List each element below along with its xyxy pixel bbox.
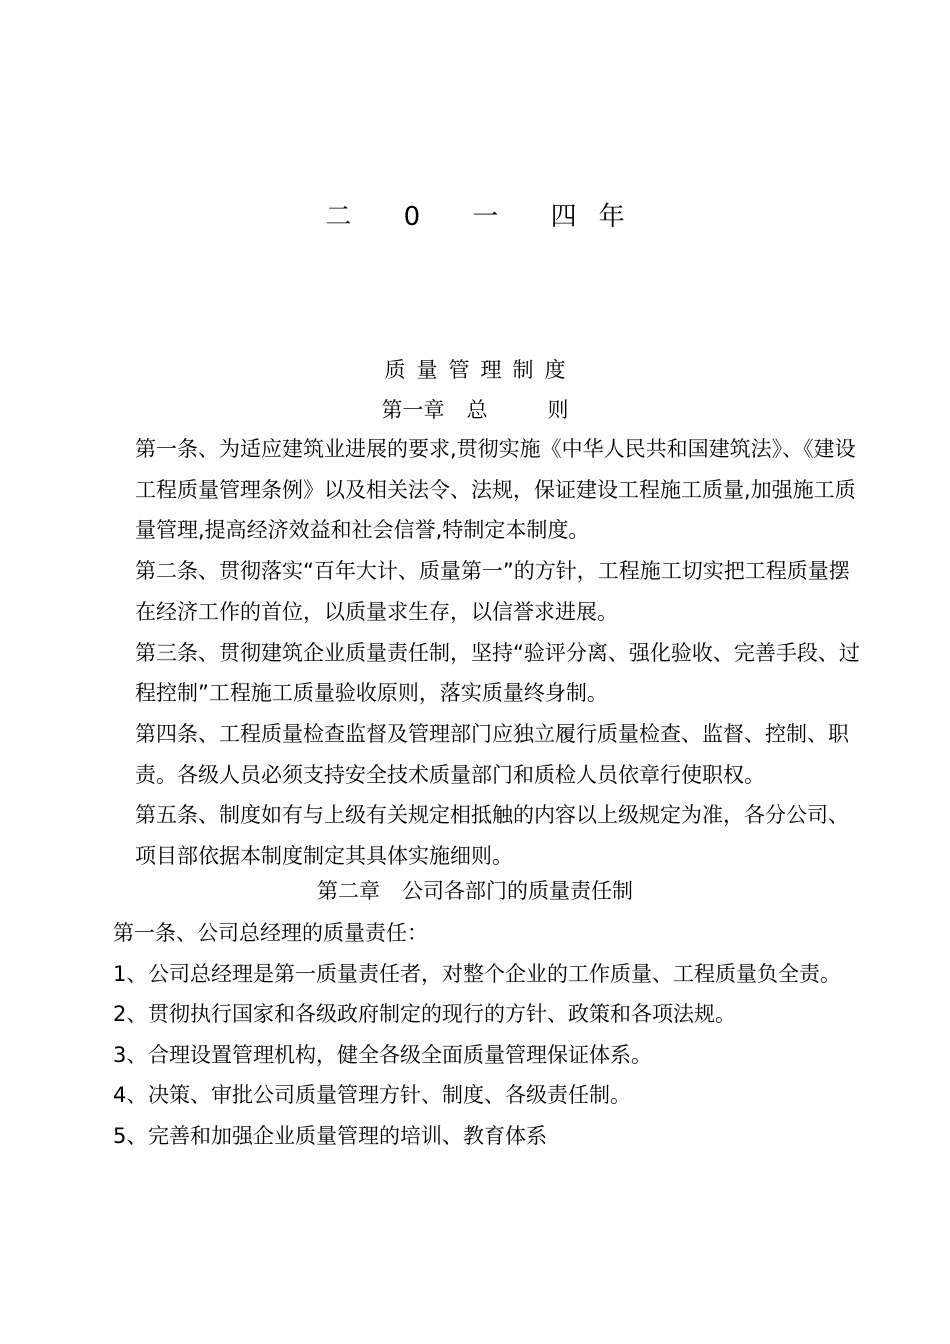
list-number: 5、 xyxy=(113,1123,148,1148)
list-item xyxy=(113,1075,865,1116)
list-item xyxy=(113,994,865,1035)
chapter-2-label: 第二章 xyxy=(317,879,380,903)
list-text: 完善和加强企业质量管理的培训、教育体系 xyxy=(148,1123,547,1148)
list-number: 1、 xyxy=(113,961,148,986)
article-4: 第四条、工程质量检查监督及管理部门应独立履行质量检查、监督、控制、职责。各级人员必须支持安全技术质量部门和质检人员依章行使职权。 xyxy=(135,721,849,787)
list-number: 2、 xyxy=(113,1002,148,1026)
list-text: 公司总经理是第一质量责任者，对整个企业的工作质量、工程质量负全责。 xyxy=(148,961,841,986)
chapter-1-word-1: 总 xyxy=(466,398,488,422)
list-text: 贯彻执行国家和各级政府制定的现行的方针、政策和各项法规。 xyxy=(148,1002,736,1026)
list-item xyxy=(113,1035,865,1076)
article-2: 第二条、贯彻落实“百年大计、质量第一”的方针，工程施工切实把工程质量摆在经济工作的首位，以质量求生存，以信誉求进展。 xyxy=(135,559,850,624)
chapter-1-articles xyxy=(135,429,865,877)
list-text: 决策、审批公司质量管理方针、制度、各级责任制。 xyxy=(148,1083,631,1107)
article-1: 第一条、为适应建筑业进展的要求,贯彻实施《中华人民共和国建筑法》、《建设工程质量管理条例》以及相关法令、法规，保证建设工程施工质量,加强施工质量管理,提高经济效益和社会信誉,特制定本制度。 xyxy=(135,437,856,543)
list-number: 4、 xyxy=(113,1083,148,1107)
chapter-2-title: 公司各部门的质量责任制 xyxy=(402,879,633,903)
year-heading: 二 0 一 四年 xyxy=(325,202,647,232)
chapter-1-heading xyxy=(0,394,950,424)
chapter-2-section xyxy=(113,913,865,1156)
list-item xyxy=(113,954,865,995)
chapter-1-label: 第一章 xyxy=(381,398,445,422)
list-text: 合理设置管理机构，健全各级全面质量管理保证体系。 xyxy=(148,1042,652,1067)
list-item xyxy=(113,1116,865,1157)
list-number: 3、 xyxy=(113,1042,148,1067)
article-5: 第五条、制度如有与上级有关规定相抵触的内容以上级规定为准，各分公司、项目部依据本制度制定其具体实施细则。 xyxy=(135,803,849,869)
chapter-1-word-2: 则 xyxy=(547,398,569,422)
section-heading: 第一条、公司总经理的质量责任： xyxy=(113,921,428,945)
article-3: 第三条、贯彻建筑企业质量责任制，坚持“验评分离、强化验收、完善手段、过程控制”工程施工质量验收原则，落实质量终身制。 xyxy=(135,640,860,706)
chapter-2-heading xyxy=(0,875,950,905)
document-title: 质量管理制度 xyxy=(384,358,577,382)
